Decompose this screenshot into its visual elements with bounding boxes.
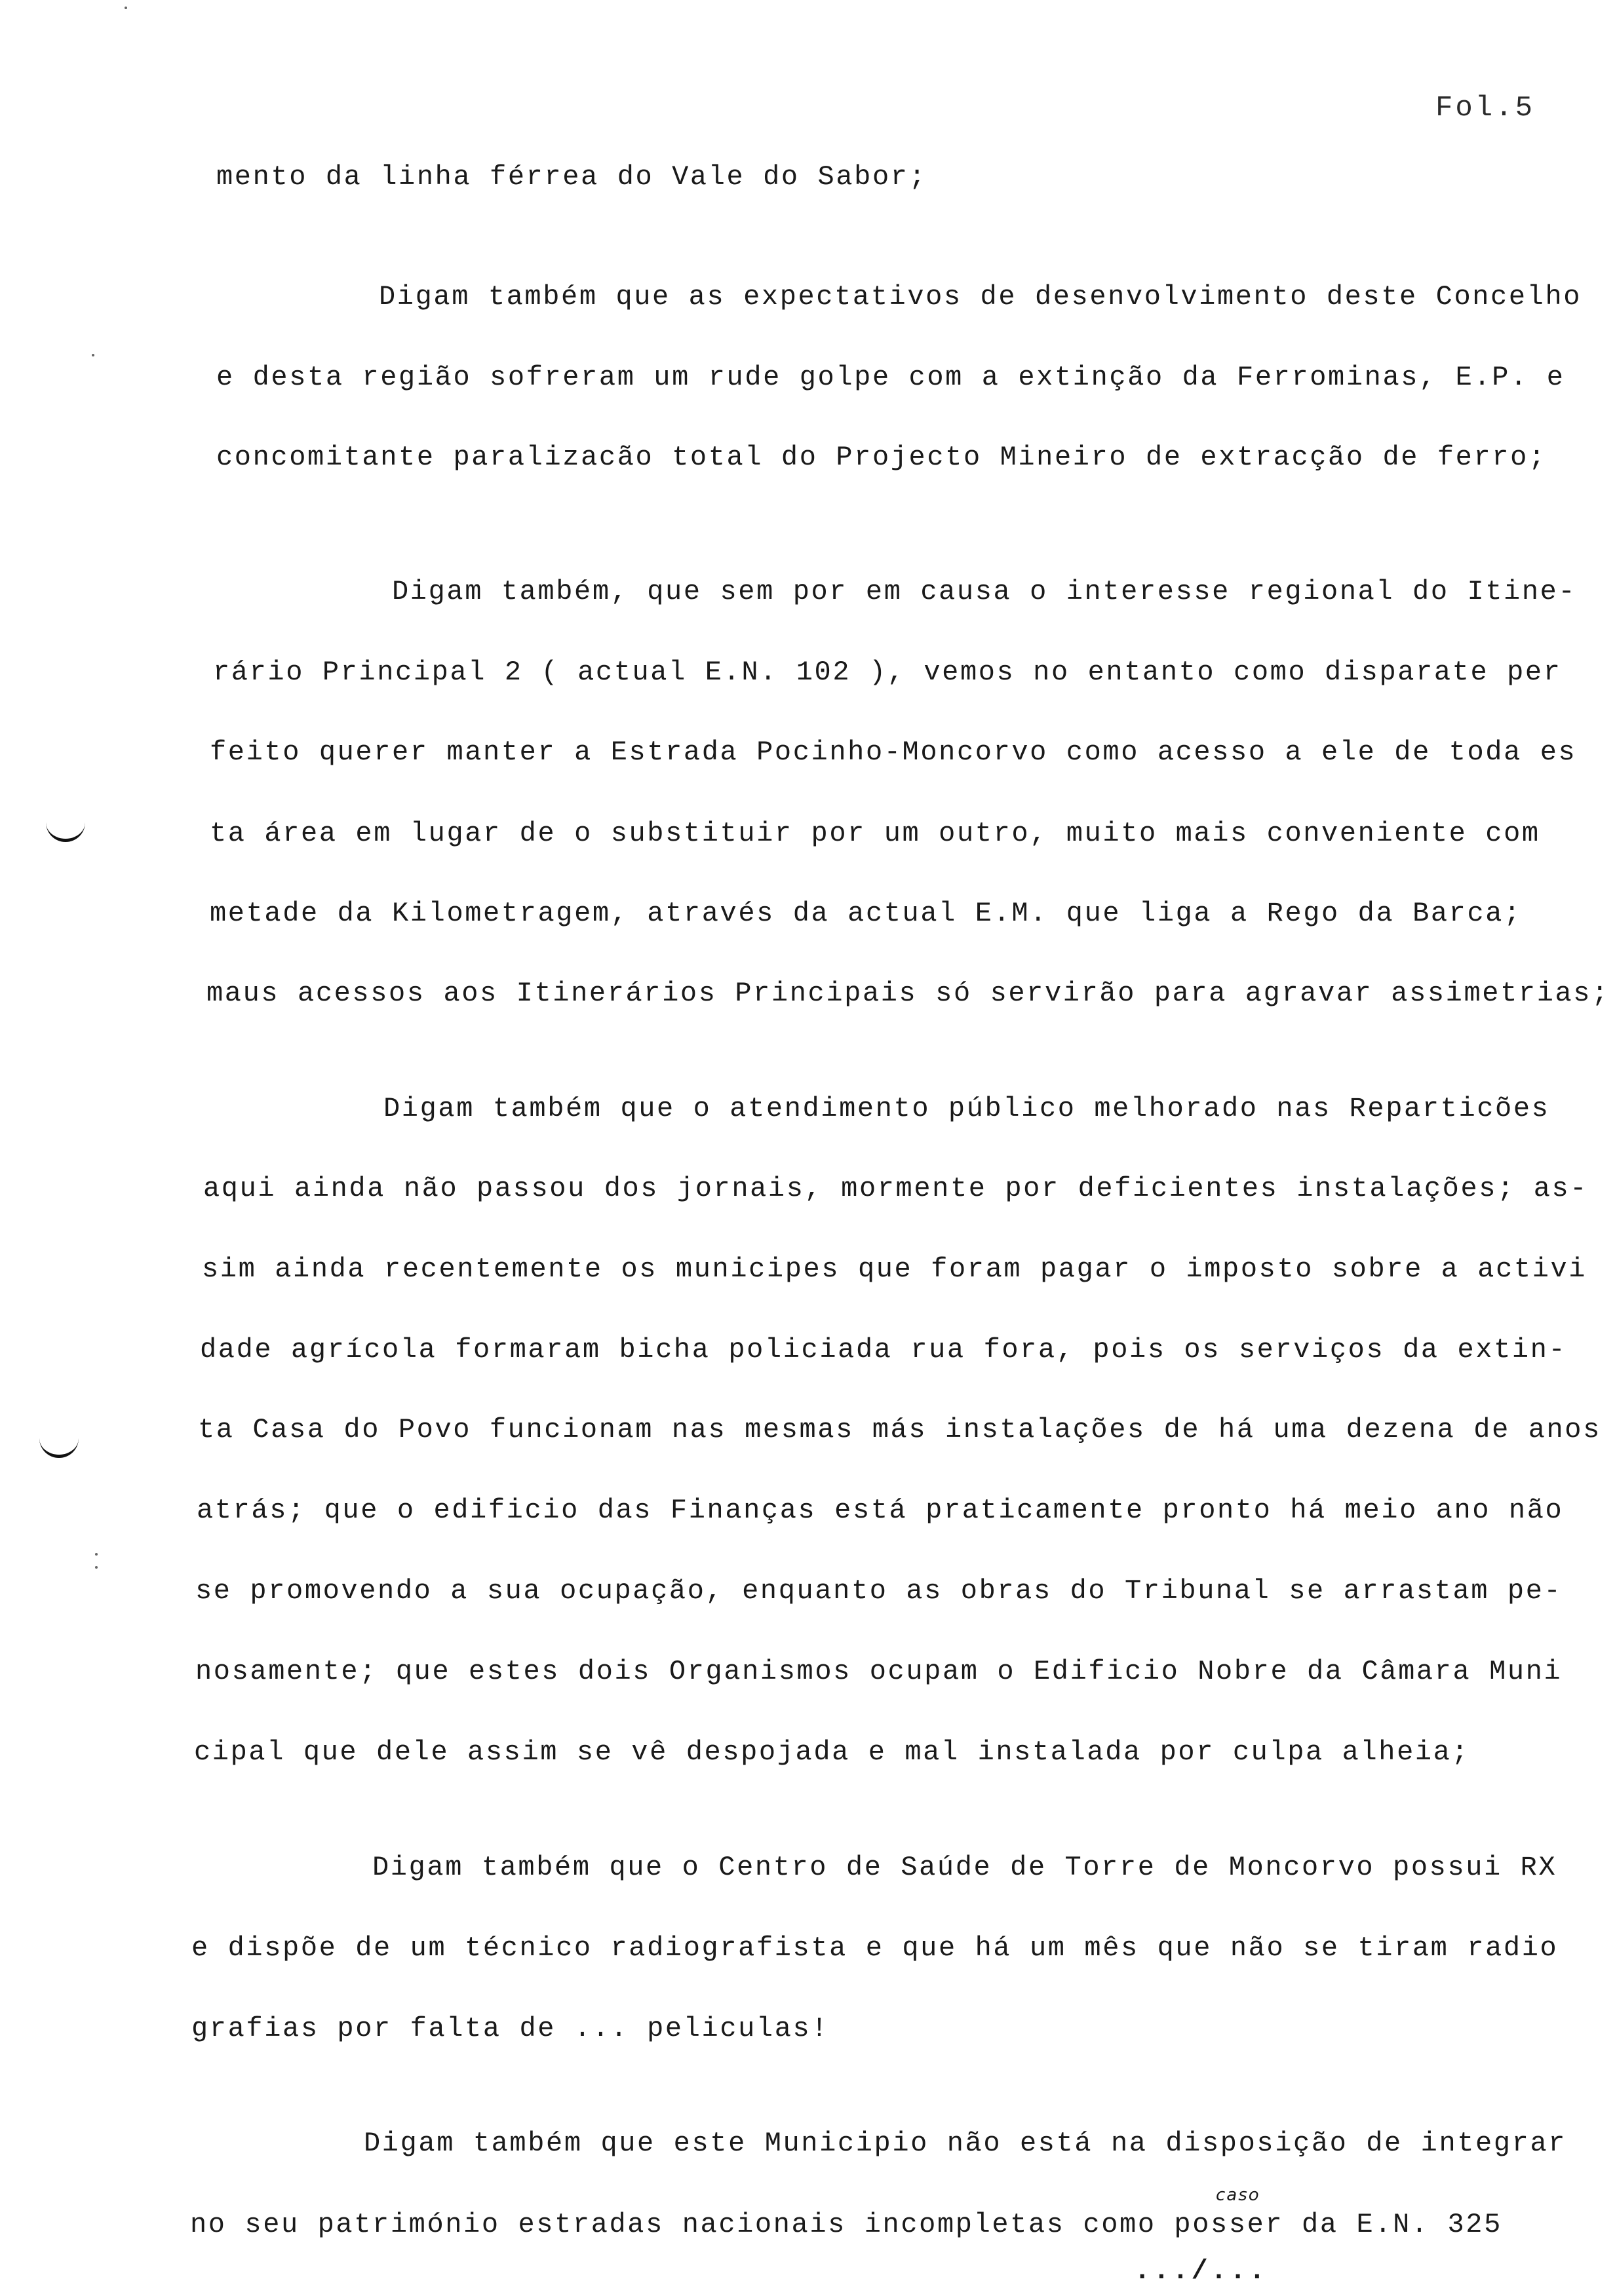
text-line: aqui ainda não passou dos jornais, mormente por deficientes instalações; as- — [203, 1173, 1589, 1204]
scan-speck — [95, 1566, 98, 1569]
text-line: maus acessos aos Itinerários Principais só servirão para agravar assimetrias; — [206, 978, 1610, 1009]
text-line: sim ainda recentemente os municipes que foram pagar o imposto sobre a activi — [202, 1253, 1587, 1285]
text-line: Digam também, que sem por em causa o interesse regional do Itine- — [392, 576, 1577, 607]
text-line: nosamente; que estes dois Organismos ocupam o Edificio Nobre da Câmara Muni — [195, 1656, 1563, 1687]
text-line: grafias por falta de ... peliculas! — [191, 2013, 830, 2044]
text-line: Digam também que este Municipio não está na disposição de integrar — [364, 2128, 1567, 2159]
text-line: ta Casa do Povo funcionam nas mesmas más instalações de há uma dezena de anos — [198, 1414, 1601, 1445]
folio-number: Fol.5 — [1435, 92, 1536, 124]
text-line: dade agrícola formaram bicha policiada rua fora, pois os serviços da extin- — [200, 1334, 1567, 1366]
text-line: concomitante paralizacão total do Projecto Mineiro de extracção de ferro; — [216, 442, 1547, 473]
text-line: Digam também que o atendimento público melhorado nas Reparticões — [383, 1093, 1550, 1124]
text-line: e dispõe de um técnico radiografista e que há um mês que não se tiram radio — [191, 1932, 1559, 1964]
text-line: rário Principal 2 ( actual E.N. 102 ), vemos no entanto como disparate per — [213, 657, 1562, 688]
text-line: Digam também que as expectativos de desenvolvimento deste Concelho — [379, 281, 1582, 313]
text-line: se promovendo a sua ocupação, enquanto as obras do Tribunal se arrastam pe- — [195, 1575, 1563, 1607]
text-line: metade da Kilometragem, através da actual E.M. que liga a Rego da Barca; — [210, 898, 1522, 929]
scan-speck — [92, 354, 94, 356]
text-line: Digam também que o Centro de Saúde de Torre de Moncorvo possui RX — [372, 1852, 1557, 1883]
text-line: e desta região sofreram um rude golpe com a extinção da Ferrominas, E.P. e — [216, 362, 1565, 393]
handwritten-insertion: caso — [1216, 2185, 1260, 2205]
text-line: ta área em lugar de o substituir por um outro, muito mais conveniente com — [210, 818, 1540, 849]
scan-speck — [95, 1553, 98, 1556]
text-line: mento da linha férrea do Vale do Sabor; — [216, 161, 927, 193]
continuation-mark: .../... — [1134, 2255, 1268, 2287]
text-line: atrás; que o edificio das Finanças está praticamente pronto há meio ano não — [197, 1495, 1564, 1526]
hole-punch-mark — [39, 1435, 79, 1458]
scan-speck — [125, 7, 127, 9]
text-line: cipal que dele assim se vê despojada e mal instalada por culpa alheia; — [194, 1736, 1470, 1768]
text-line: feito querer manter a Estrada Pocinho-Moncorvo como acesso a ele de toda es — [210, 737, 1577, 768]
hole-punch-mark — [46, 819, 85, 842]
text-line: no seu património estradas nacionais incompletas como posser da E.N. 325 — [190, 2209, 1502, 2240]
